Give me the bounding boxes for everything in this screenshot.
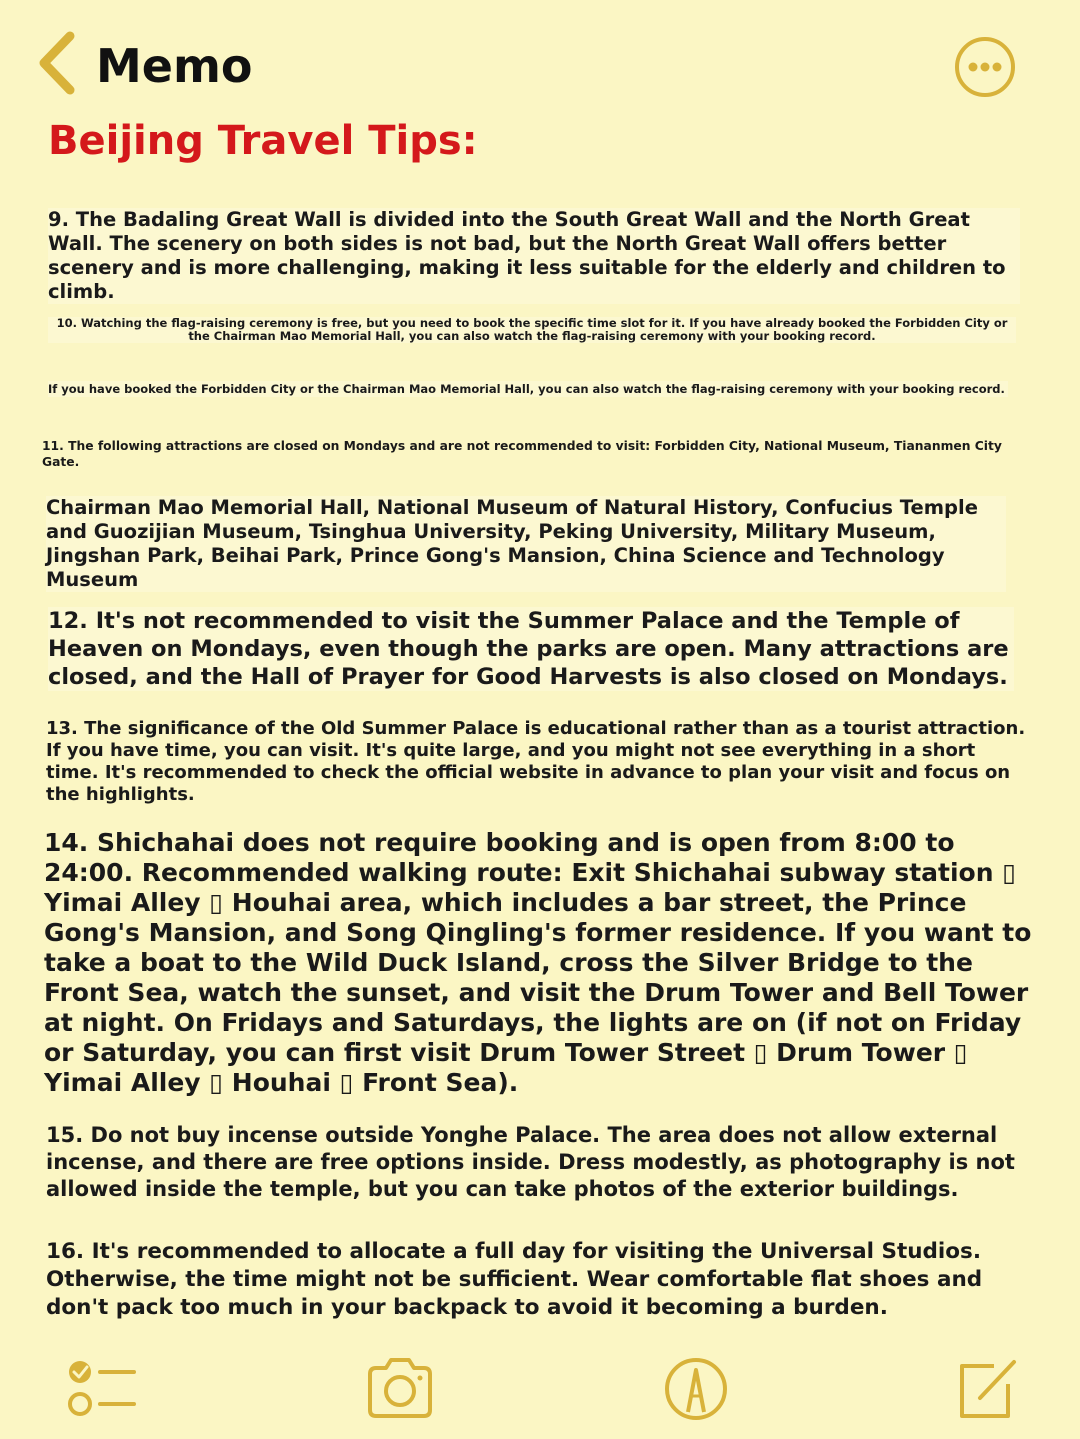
checklist-icon [64,1354,140,1424]
page-title: Memo [96,39,253,93]
ellipsis-circle-icon [952,34,1018,100]
more-options-button[interactable] [952,34,1018,100]
camera-icon [362,1354,438,1424]
checklist-button[interactable] [64,1354,140,1424]
header [0,0,1080,110]
back-button[interactable] [34,30,82,96]
tip-13: 13. The significance of the Old Summer Palace is educational rather than as a tourist attraction. If you have time, you can visit. It's quite large, and you might not see everything in a short time. It's recommended to check the official website in advance to plan your visit and focus on the highlights. [46,718,1026,805]
tip-11-list: Chairman Mao Memorial Hall, National Museum of Natural History, Confucius Temple and Guozijian Museum, Tsinghua University, Peking University, Military Museum, Jingshan Park, Beihai Park, Prince Gong's Mansion, China Science and Technology Museum [46,496,1006,592]
tip-16: 16. It's recommended to allocate a full day for visiting the Universal Studios. Otherwise, the time might not be sufficient. Wear comfortable flat shoes and don't pack too much in your backpack to avoid it becoming a burden. [46,1239,983,1320]
tip-15: 15. Do not buy incense outside Yonghe Palace. The area does not allow external incense, and there are free options inside. Dress modestly, as photography is not allowed inside the temple, but you can take photos of the exterior buildings. [46,1123,1015,1201]
tip-9: 9. The Badaling Great Wall is divided into the South Great Wall and the North Great Wall. The scenery on both sides is not bad, but the North Great Wall offers better scenery and is more challenging, making it less suitable for the elderly and children to climb. [48,208,1020,304]
pen-markup-icon [658,1354,734,1424]
bottom-toolbar [0,1340,1080,1439]
tip-14: 14. Shichahai does not require booking and is open from 8:00 to 24:00. Recommended walking route: Exit Shichahai subway station ▯ Yimai Alley ▯ Houhai area, which includes a bar street, the Prince Gong's Mansion, and Song Qingling's former residence. If you want to take a boat to the Wild Duck Island, cross the Silver Bridge to the Front Sea, watch the sunset, and visit the Drum Tower and Bell Tower at night. On Fridays and Saturdays, the lights are on (if not on Friday or Saturday, you can first visit Drum Tower Street ▯ Drum Tower ▯ Yimai Alley ▯ Houhai ▯ Front Sea). [44,828,1032,1097]
tip-11: 11. The following attractions are closed on Mondays and are not recommended to visit: Forbidden City, National Museum, Tiananmen City Gate. [42,439,1002,469]
tip-10-repeat: If you have booked the Forbidden City or the Chairman Mao Memorial Hall, you can also watch the flag-raising ceremony with your booking record. [48,381,1008,397]
camera-button[interactable] [362,1354,438,1424]
markup-button[interactable] [658,1354,734,1424]
compose-button[interactable] [950,1354,1026,1424]
note-heading: Beijing Travel Tips: [48,118,478,164]
tip-12: 12. It's not recommended to visit the Summer Palace and the Temple of Heaven on Mondays, even though the parks are open. Many attractions are closed, and the Hall of Prayer for Good Harvests is also closed on Mondays. [48,607,1014,691]
tip-10: 10. Watching the flag-raising ceremony is free, but you need to book the specific time slot for it. If you have already booked the Forbidden City or the Chairman Mao Memorial Hall, you can also watch the flag-raising ceremony with your booking record. [48,317,1016,343]
chevron-left-icon [34,30,82,96]
compose-icon [950,1354,1026,1424]
